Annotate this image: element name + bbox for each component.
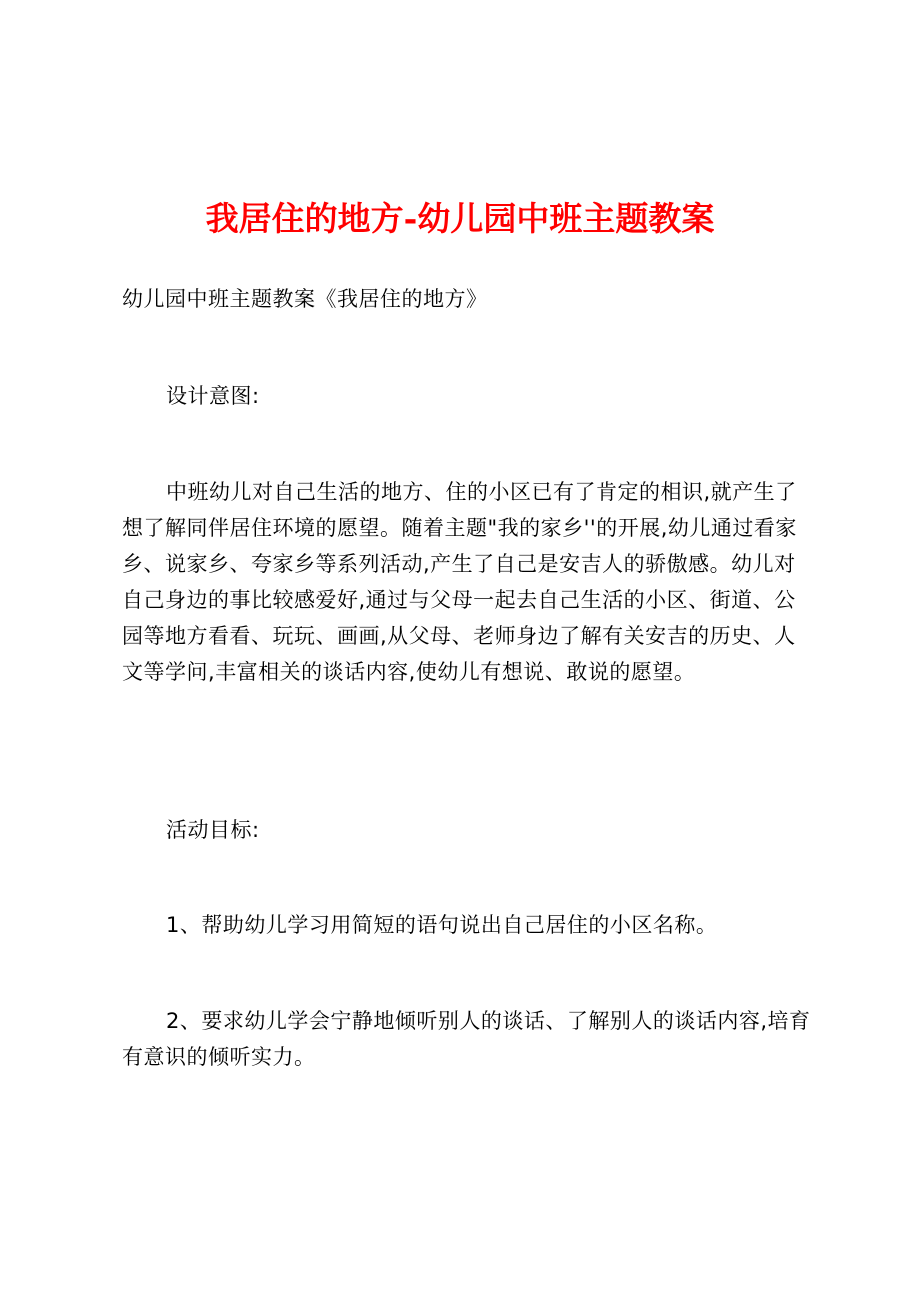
document-title: 我居住的地方-幼儿园中班主题教案 [205,199,715,238]
design-intent-paragraph: 中班幼儿对自己生活的地方、住的小区已有了肯定的相识,就产生了想了解同伴居住环境的愿望。随着主题"我的家乡''的开展,幼儿通过看家乡、说家乡、夸家乡等系列活动,产生了自己是安吉人的骄傲感。幼儿对自己身边的事比较感爱好,通过与父母一起去自己生活的小区、街道、公园等地方看看、玩玩、画画,从父母、老师身边了解有关安吉的历史、人文等学问,丰富相关的谈话内容,使幼儿有想说、敢说的愿望。 [122,480,797,684]
activity-goal-item: 2、要求幼儿学会宁静地倾听别人的谈话、了解别人的谈话内容,培育有意识的倾听实力。 [122,1009,811,1069]
activity-goals-heading: 活动目标: [166,818,260,842]
document-subtitle: 幼儿园中班主题教案《我居住的地方》 [122,287,488,311]
activity-goal-item: 1、帮助幼儿学习用简短的语句说出自己居住的小区名称。 [166,913,718,937]
design-intent-heading: 设计意图: [166,384,260,408]
